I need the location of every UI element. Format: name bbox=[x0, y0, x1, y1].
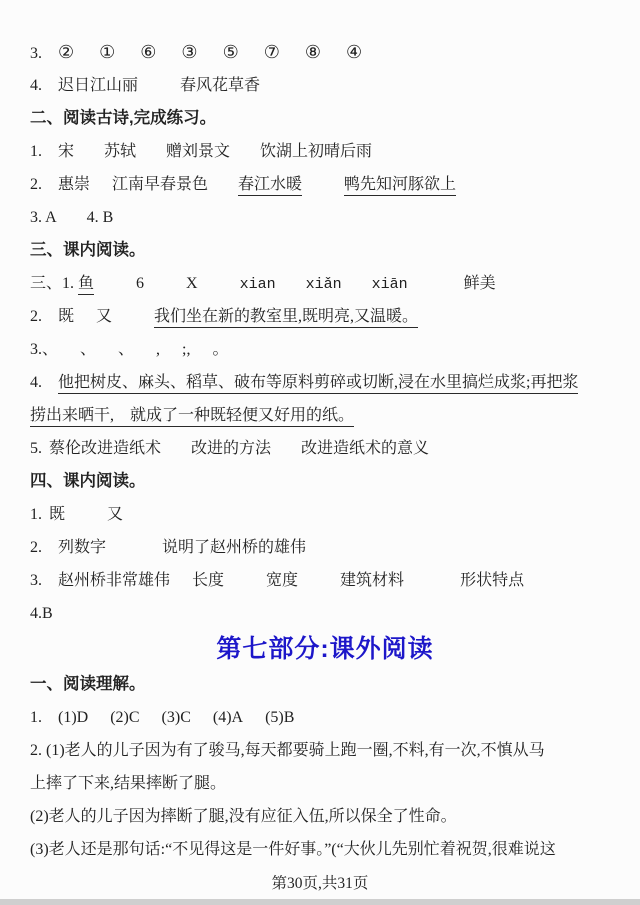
answer-item: (1)D bbox=[58, 709, 89, 726]
section-heading-4: 四、课内阅读。 bbox=[30, 472, 146, 490]
answer-item: 鲜美 bbox=[463, 275, 496, 292]
answer-paragraph-line: 2. (1)老人的儿子因为有了骏马,每天都要骑上跑一圈,不料,有一次,不慎从马 bbox=[30, 742, 545, 759]
answer-item: 6 bbox=[136, 275, 145, 292]
answer-item: 改进造纸术的意义 bbox=[301, 440, 430, 457]
circled-answer: ③ bbox=[181, 42, 198, 62]
circled-answer: ⑦ bbox=[263, 42, 280, 62]
underlined-answer: 我们坐在新的教室里,既明亮,又温暖。 bbox=[154, 308, 418, 328]
answer-line: 4.B bbox=[30, 605, 53, 622]
answer-line bbox=[30, 168, 620, 201]
answer-phrase: 春风花草香 bbox=[180, 77, 261, 94]
question-number: 4. bbox=[30, 374, 42, 391]
answer-line-q4-verses bbox=[30, 69, 620, 102]
circled-answer: ② bbox=[58, 42, 75, 62]
underlined-answer: 鱼 bbox=[78, 275, 94, 295]
question-number: 三、1. bbox=[30, 275, 75, 292]
answer-item: 赠刘景文 bbox=[166, 143, 231, 160]
page-bottom-edge bbox=[0, 899, 640, 905]
answer-line bbox=[30, 701, 620, 734]
answer-paragraph-line: (2)老人的儿子因为摔断了腿,没有应征入伍,所以保全了性命。 bbox=[30, 808, 457, 825]
question-number: 3. bbox=[30, 572, 42, 589]
answer-item: 改进的方法 bbox=[191, 440, 272, 457]
answer-paragraph-line: 上摔了下来,结果摔断了腿。 bbox=[30, 775, 227, 792]
pinyin-answer: xiǎn bbox=[305, 276, 342, 293]
punctuation-answer: 。 bbox=[212, 341, 229, 358]
answer-item: (2)C bbox=[110, 709, 140, 726]
answer-item: 宽度 bbox=[266, 572, 299, 589]
answer-line bbox=[30, 531, 620, 564]
question-number: 1. bbox=[30, 506, 42, 523]
answer-line bbox=[30, 432, 620, 465]
answer-item: 苏轼 bbox=[104, 143, 137, 160]
answer-item: 蔡伦改进造纸术 bbox=[49, 440, 162, 457]
pinyin-answer: xian bbox=[239, 276, 276, 293]
circled-answer: ④ bbox=[345, 42, 363, 62]
answer-item: 说明了赵州桥的雄伟 bbox=[162, 539, 307, 556]
answer-item: 既 bbox=[58, 308, 75, 325]
answer-item: 江南早春景色 bbox=[112, 176, 209, 193]
answer-item: 建筑材料 bbox=[340, 572, 405, 589]
question-number: 1. bbox=[30, 143, 42, 160]
answer-item: 又 bbox=[107, 506, 124, 523]
answer-line bbox=[30, 564, 620, 597]
answer-item: (5)B bbox=[265, 709, 295, 726]
question-number: 4. bbox=[30, 77, 42, 94]
punctuation-answer: , bbox=[156, 341, 161, 358]
circled-answer: ⑤ bbox=[222, 42, 239, 62]
answer-item: 4. B bbox=[86, 209, 114, 226]
answer-item: (4)A bbox=[212, 709, 244, 726]
circled-answer: ① bbox=[99, 42, 116, 62]
underlined-answer: 他把树皮、麻头、稻草、破布等原料剪碎或切断,浸在水里搞烂成浆;再把浆 bbox=[58, 374, 578, 394]
pinyin-answer: xiān bbox=[371, 276, 408, 293]
section-heading-1: 一、阅读理解。 bbox=[30, 675, 146, 693]
answer-line bbox=[30, 498, 620, 531]
answer-line bbox=[30, 135, 620, 168]
answer-paragraph-line: (3)老人还是那句话:“不见得这是一件好事。”(“大伙儿先别忙着祝贺,很难说这 bbox=[30, 841, 556, 858]
answer-item: 宋 bbox=[58, 143, 75, 160]
answer-item: 既 bbox=[49, 506, 66, 523]
answer-item: 形状特点 bbox=[460, 572, 525, 589]
question-number: 3. bbox=[30, 45, 42, 62]
question-number: 5. bbox=[30, 440, 42, 457]
answer-line-punctuation bbox=[30, 333, 620, 366]
punctuation-answer: 、 bbox=[80, 341, 97, 358]
punctuation-answer: ;, bbox=[182, 341, 191, 358]
answer-line bbox=[30, 300, 620, 333]
answer-line bbox=[30, 366, 620, 399]
answer-line-q3-sequence bbox=[30, 36, 620, 69]
question-number: 1. bbox=[30, 709, 42, 726]
circled-answer: ⑥ bbox=[140, 42, 157, 62]
answer-line bbox=[30, 201, 620, 234]
question-number: 2. bbox=[30, 539, 42, 556]
answer-item: X bbox=[186, 275, 198, 292]
answer-line bbox=[30, 267, 620, 300]
underlined-answer: 捞出来晒干, 就成了一种既轻便又好用的纸。 bbox=[30, 407, 354, 427]
answer-item: 又 bbox=[96, 308, 113, 325]
answer-line-wrap bbox=[30, 399, 620, 432]
part-title: 第七部分:课外阅读 bbox=[216, 635, 434, 663]
question-number: 2. bbox=[30, 308, 42, 325]
section-heading-2: 二、阅读古诗,完成练习。 bbox=[30, 109, 217, 127]
answer-item: (3)C bbox=[161, 709, 191, 726]
answer-item: 惠崇 bbox=[58, 176, 91, 193]
section-heading-3: 三、课内阅读。 bbox=[30, 241, 146, 259]
question-number: 2. bbox=[30, 176, 42, 193]
answer-item: 3. A bbox=[30, 209, 57, 226]
answer-item: 赵州桥非常雄伟 bbox=[58, 572, 171, 589]
punctuation-answer: 、 bbox=[118, 341, 135, 358]
answer-item: 列数字 bbox=[58, 539, 107, 556]
underlined-answer: 春江水暖 bbox=[238, 176, 302, 196]
answer-item: 长度 bbox=[192, 572, 225, 589]
question-number: 3.、 bbox=[30, 341, 59, 358]
answer-item: 饮湖上初晴后雨 bbox=[260, 143, 373, 160]
circled-answer: ⑧ bbox=[304, 42, 321, 62]
underlined-answer: 鸭先知河豚欲上 bbox=[344, 176, 456, 196]
page-footer: 第30页,共31页 bbox=[271, 875, 369, 892]
answer-phrase: 迟日江山丽 bbox=[58, 77, 139, 94]
